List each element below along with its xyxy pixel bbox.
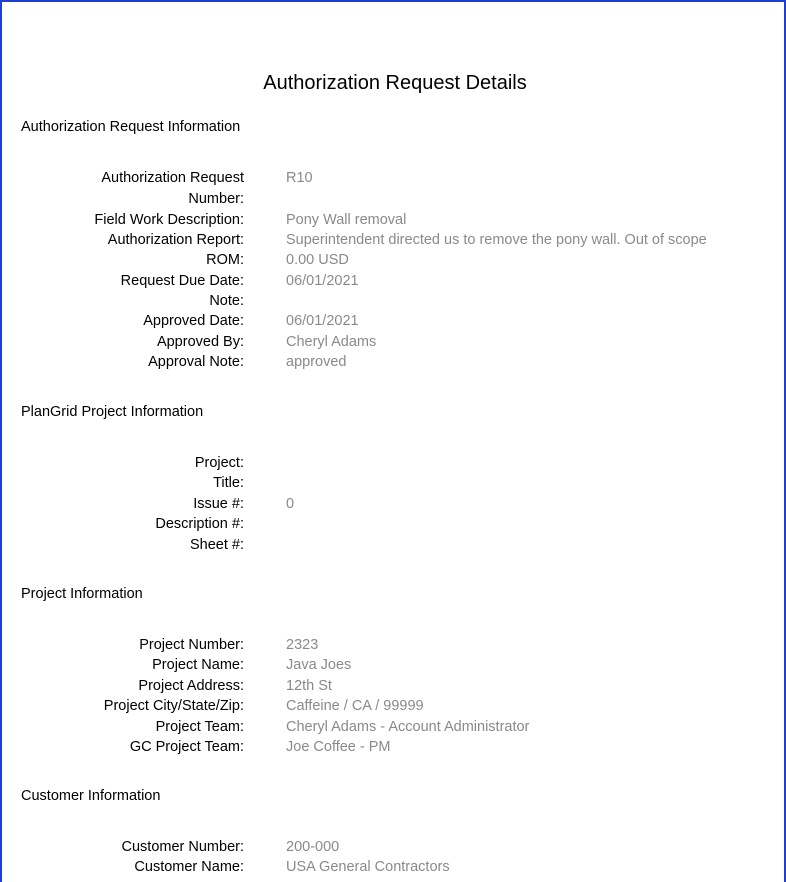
field-label: Project: <box>194 455 244 471</box>
field-label: Project Name: <box>152 657 244 674</box>
field-label: Project Number: <box>139 637 244 653</box>
field-value: 0.00 USD <box>286 252 349 269</box>
field-value: 0 <box>286 495 295 512</box>
field-row <box>2 189 786 210</box>
field-row <box>2 210 786 230</box>
field-label: Approved By: <box>156 333 244 350</box>
field-label: Note: <box>209 293 244 310</box>
field-value: 200-000 <box>286 839 340 855</box>
field-label: Project Team: <box>155 718 244 735</box>
field-row <box>2 535 786 555</box>
field-value: Caffeine / CA / 99999 <box>286 698 424 715</box>
field-value: Cheryl Adams - Account Administrator <box>286 718 530 735</box>
field-row <box>2 453 786 473</box>
field-row <box>2 250 786 270</box>
field-value: 06/01/2021 <box>286 272 359 289</box>
field-row <box>2 352 786 372</box>
field-value: Superintendent directed us to remove the pony wall. Out of scope <box>286 231 707 248</box>
field-label: Title: <box>213 475 244 492</box>
field-row <box>2 291 786 311</box>
section-heading-authorization: Authorization Request Information <box>21 119 241 135</box>
field-row <box>2 332 786 352</box>
field-label: Field Work Description: <box>94 211 244 228</box>
field-label: Number: <box>188 191 244 207</box>
field-row <box>2 311 786 331</box>
field-value: Pony Wall removal <box>286 211 407 228</box>
field-value: R10 <box>286 170 313 186</box>
field-label: Approval Note: <box>148 354 244 371</box>
field-row <box>2 494 786 514</box>
field-row <box>2 676 786 696</box>
field-row <box>2 473 786 493</box>
field-value: USA General Contractors <box>286 859 450 876</box>
field-label: Request Due Date: <box>120 272 244 289</box>
section-project-fields <box>2 635 786 757</box>
field-label: GC Project Team: <box>129 738 244 755</box>
field-label: Authorization Request <box>101 170 244 186</box>
field-row <box>2 168 786 189</box>
field-label: ROM: <box>206 252 244 269</box>
field-row <box>2 696 786 716</box>
field-value: Cheryl Adams <box>286 333 377 350</box>
field-row <box>2 655 786 675</box>
field-label: Issue #: <box>193 495 244 512</box>
section-heading-plangrid: PlanGrid Project Information <box>21 404 204 420</box>
field-value: Joe Coffee - PM <box>286 738 391 755</box>
field-value: 2323 <box>286 637 319 653</box>
section-heading-customer: Customer Information <box>21 788 161 804</box>
field-label: Sheet #: <box>189 536 244 553</box>
field-label: Customer Name: <box>134 859 244 876</box>
field-row <box>2 230 786 250</box>
field-label: Description #: <box>155 516 244 533</box>
field-row <box>2 717 786 737</box>
field-row <box>2 737 786 757</box>
field-value: approved <box>286 354 347 371</box>
field-row <box>2 514 786 534</box>
section-heading-project: Project Information <box>21 586 143 602</box>
field-row <box>2 837 786 857</box>
field-row <box>2 271 786 291</box>
section-customer-fields <box>2 837 786 878</box>
field-value: Java Joes <box>286 657 352 674</box>
field-row <box>2 635 786 655</box>
field-value: 12th St <box>286 677 332 694</box>
field-row <box>2 857 786 877</box>
field-label: Project Address: <box>138 677 244 694</box>
field-label: Project City/State/Zip: <box>103 698 244 715</box>
section-plangrid-fields <box>2 453 786 555</box>
field-label: Approved Date: <box>143 313 244 330</box>
section-authorization-fields <box>2 168 786 373</box>
field-value: 06/01/2021 <box>286 313 359 330</box>
document-title: Authorization Request Details <box>263 72 527 94</box>
field-label: Authorization Report: <box>107 231 244 248</box>
field-label: Customer Number: <box>121 839 244 855</box>
